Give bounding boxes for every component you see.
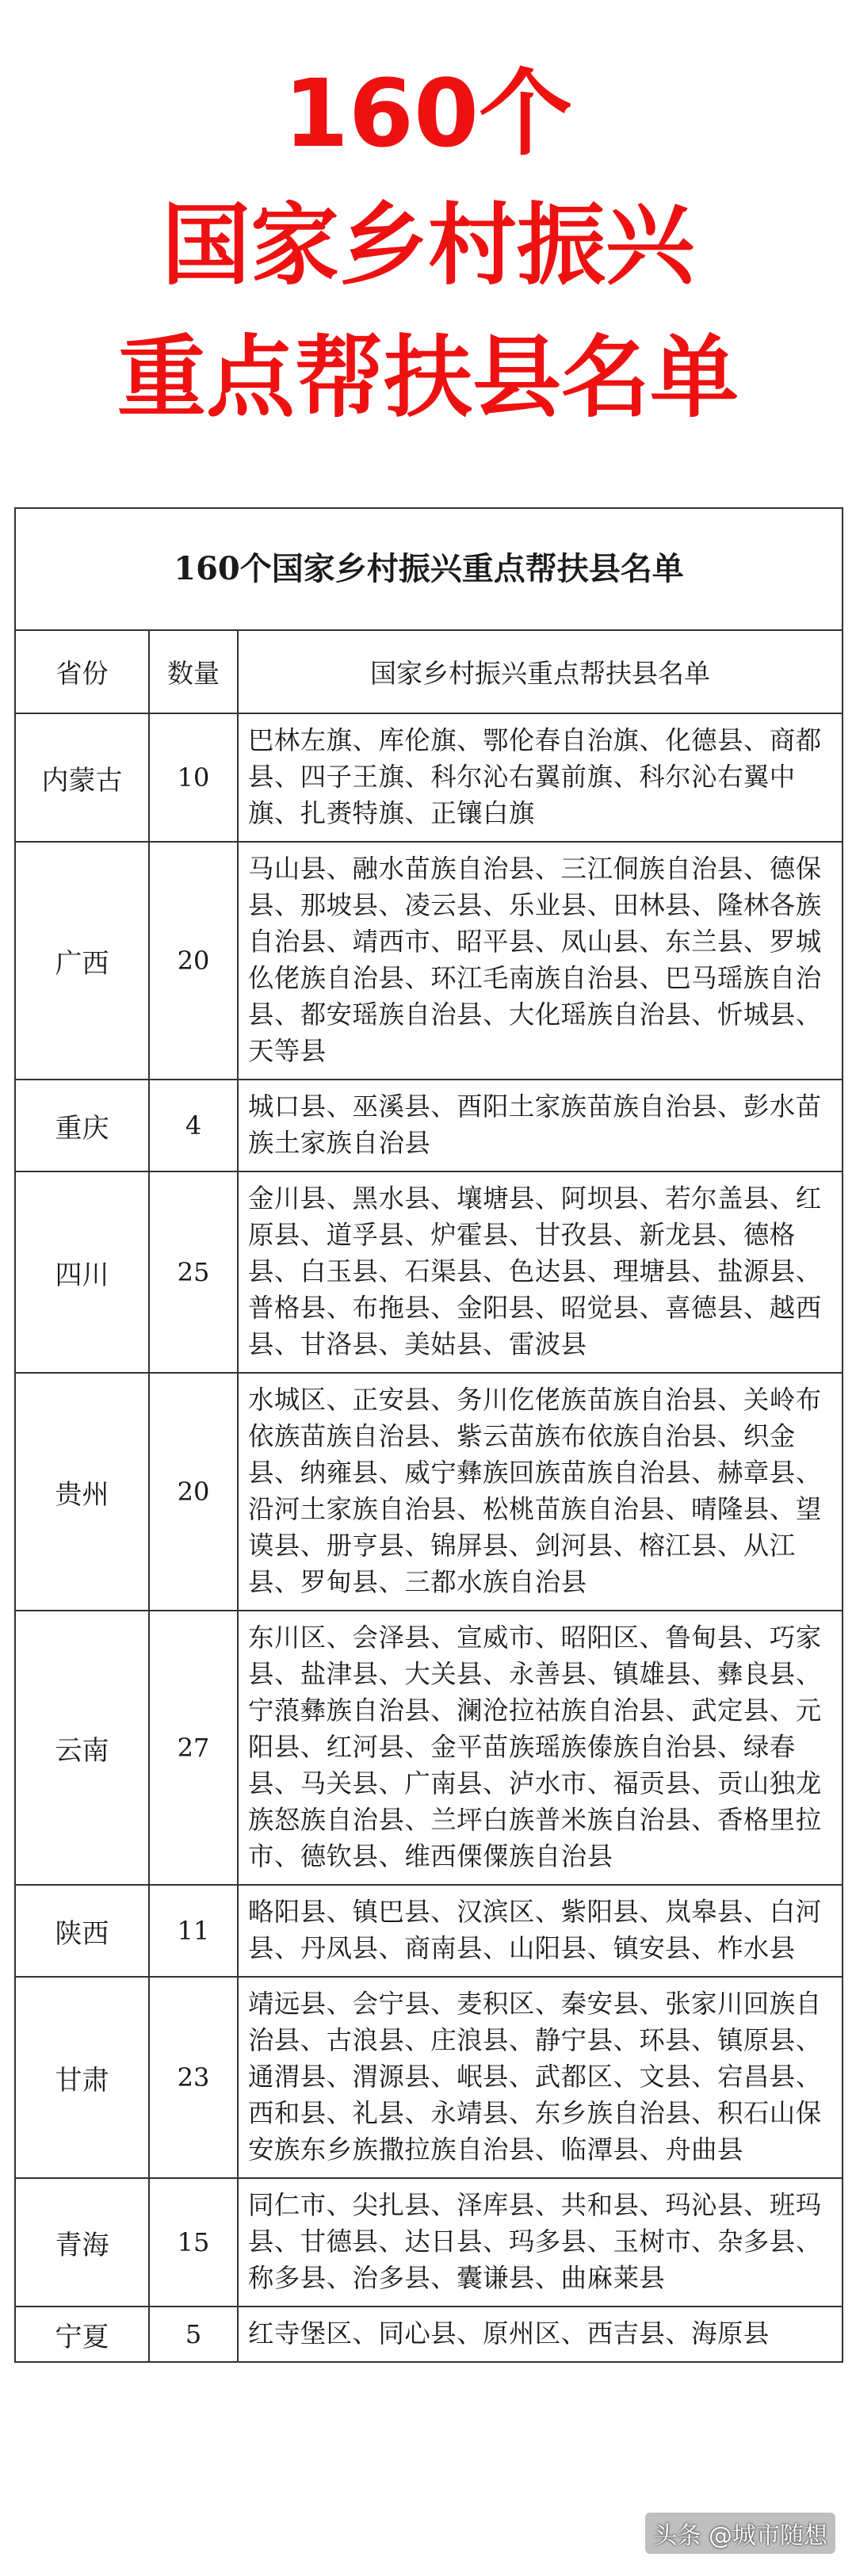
counties-cell: 红寺堡区、同心县、原州区、西吉县、海原县 <box>238 2307 842 2362</box>
count-cell: 20 <box>149 1373 238 1611</box>
count-cell: 15 <box>149 2178 238 2307</box>
header-count: 数量 <box>149 631 238 713</box>
table-row <box>16 1373 842 1611</box>
counties-cell: 靖远县、会宁县、麦积区、秦安县、张家川回族自治县、古浪县、庄浪县、静宁县、环县、镇原县、通渭县、渭源县、岷县、武都区、文县、宕昌县、西和县、礼县、永靖县、东乡族自治县、积石山保安族东乡族撒拉族自治县、临潭县、舟曲县 <box>238 1977 842 2178</box>
count-cell: 20 <box>149 842 238 1080</box>
source-watermark: 头条 @城市随想 <box>645 2513 835 2554</box>
headline-line-3: 重点帮扶县名单 <box>117 327 739 430</box>
count-cell: 25 <box>149 1171 238 1373</box>
province-cell: 甘肃 <box>16 1977 149 2178</box>
province-cell: 广西 <box>16 842 149 1080</box>
counties-cell: 略阳县、镇巴县、汉滨区、紫阳县、岚皋县、白河县、丹凤县、商南县、山阳县、镇安县、柞水县 <box>238 1885 842 1977</box>
counties-cell: 马山县、融水苗族自治县、三江侗族自治县、德保县、那坡县、凌云县、乐业县、田林县、隆林各族自治县、靖西市、昭平县、凤山县、东兰县、罗城仫佬族自治县、环江毛南族自治县、巴马瑶族自治县、都安瑶族自治县、大化瑶族自治县、忻城县、天等县 <box>238 842 842 1080</box>
table-title: 160个国家乡村振兴重点帮扶县名单 <box>16 509 842 631</box>
province-cell: 宁夏 <box>16 2307 149 2362</box>
province-cell: 内蒙古 <box>16 713 149 842</box>
table-header-row <box>16 631 842 713</box>
table-row <box>16 1171 842 1373</box>
county-list-table <box>14 507 843 2363</box>
header-province: 省份 <box>16 631 149 713</box>
count-cell: 10 <box>149 713 238 842</box>
counties-cell: 巴林左旗、库伦旗、鄂伦春自治旗、化德县、商都县、四子王旗、科尔沁右翼前旗、科尔沁右翼中旗、扎赉特旗、正镶白旗 <box>238 713 842 842</box>
province-cell: 青海 <box>16 2178 149 2307</box>
province-cell: 重庆 <box>16 1080 149 1171</box>
header-counties: 国家乡村振兴重点帮扶县名单 <box>238 631 842 713</box>
headline-line-2: 国家乡村振兴 <box>162 194 694 297</box>
counties-cell: 水城区、正安县、务川仡佬族苗族自治县、关岭布依族苗族自治县、紫云苗族布依族自治县、织金县、纳雍县、威宁彝族回族苗族自治县、赫章县、沿河土家族自治县、松桃苗族自治县、晴隆县、望谟县、册亨县、锦屏县、剑河县、榕江县、从江县、罗甸县、三都水族自治县 <box>238 1373 842 1611</box>
table-row <box>16 1977 842 2178</box>
table-row <box>16 1611 842 1885</box>
table-row <box>16 1080 842 1171</box>
table-row <box>16 2307 842 2362</box>
counties-cell: 同仁市、尖扎县、泽库县、共和县、玛沁县、班玛县、甘德县、达日县、玛多县、玉树市、杂多县、称多县、治多县、囊谦县、曲麻莱县 <box>238 2178 842 2307</box>
count-cell: 23 <box>149 1977 238 2178</box>
table-row <box>16 1885 842 1977</box>
table-row <box>16 713 842 842</box>
province-cell: 陕西 <box>16 1885 149 1977</box>
county-table <box>16 631 842 2363</box>
counties-cell: 东川区、会泽县、宣威市、昭阳区、鲁甸县、巧家县、盐津县、大关县、永善县、镇雄县、彝良县、宁蒗彝族自治县、澜沧拉祜族自治县、武定县、元阳县、红河县、金平苗族瑶族傣族自治县、绿春县、马关县、广南县、泸水市、福贡县、贡山独龙族怒族自治县、兰坪白族普米族自治县、香格里拉市、德钦县、维西傈僳族自治县 <box>238 1611 842 1885</box>
province-cell: 四川 <box>16 1171 149 1373</box>
count-cell: 4 <box>149 1080 238 1171</box>
province-cell: 云南 <box>16 1611 149 1885</box>
counties-cell: 金川县、黑水县、壤塘县、阿坝县、若尔盖县、红原县、道孚县、炉霍县、甘孜县、新龙县、德格县、白玉县、石渠县、色达县、理塘县、盐源县、普格县、布拖县、金阳县、昭觉县、喜德县、越西县、甘洛县、美姑县、雷波县 <box>238 1171 842 1373</box>
count-cell: 11 <box>149 1885 238 1977</box>
table-row <box>16 2178 842 2307</box>
table-row <box>16 842 842 1080</box>
counties-cell: 城口县、巫溪县、酉阳土家族苗族自治县、彭水苗族土家族自治县 <box>238 1080 842 1171</box>
count-cell: 5 <box>149 2307 238 2362</box>
province-cell: 贵州 <box>16 1373 149 1611</box>
headline-line-1: 160个 <box>283 59 573 168</box>
count-cell: 27 <box>149 1611 238 1885</box>
